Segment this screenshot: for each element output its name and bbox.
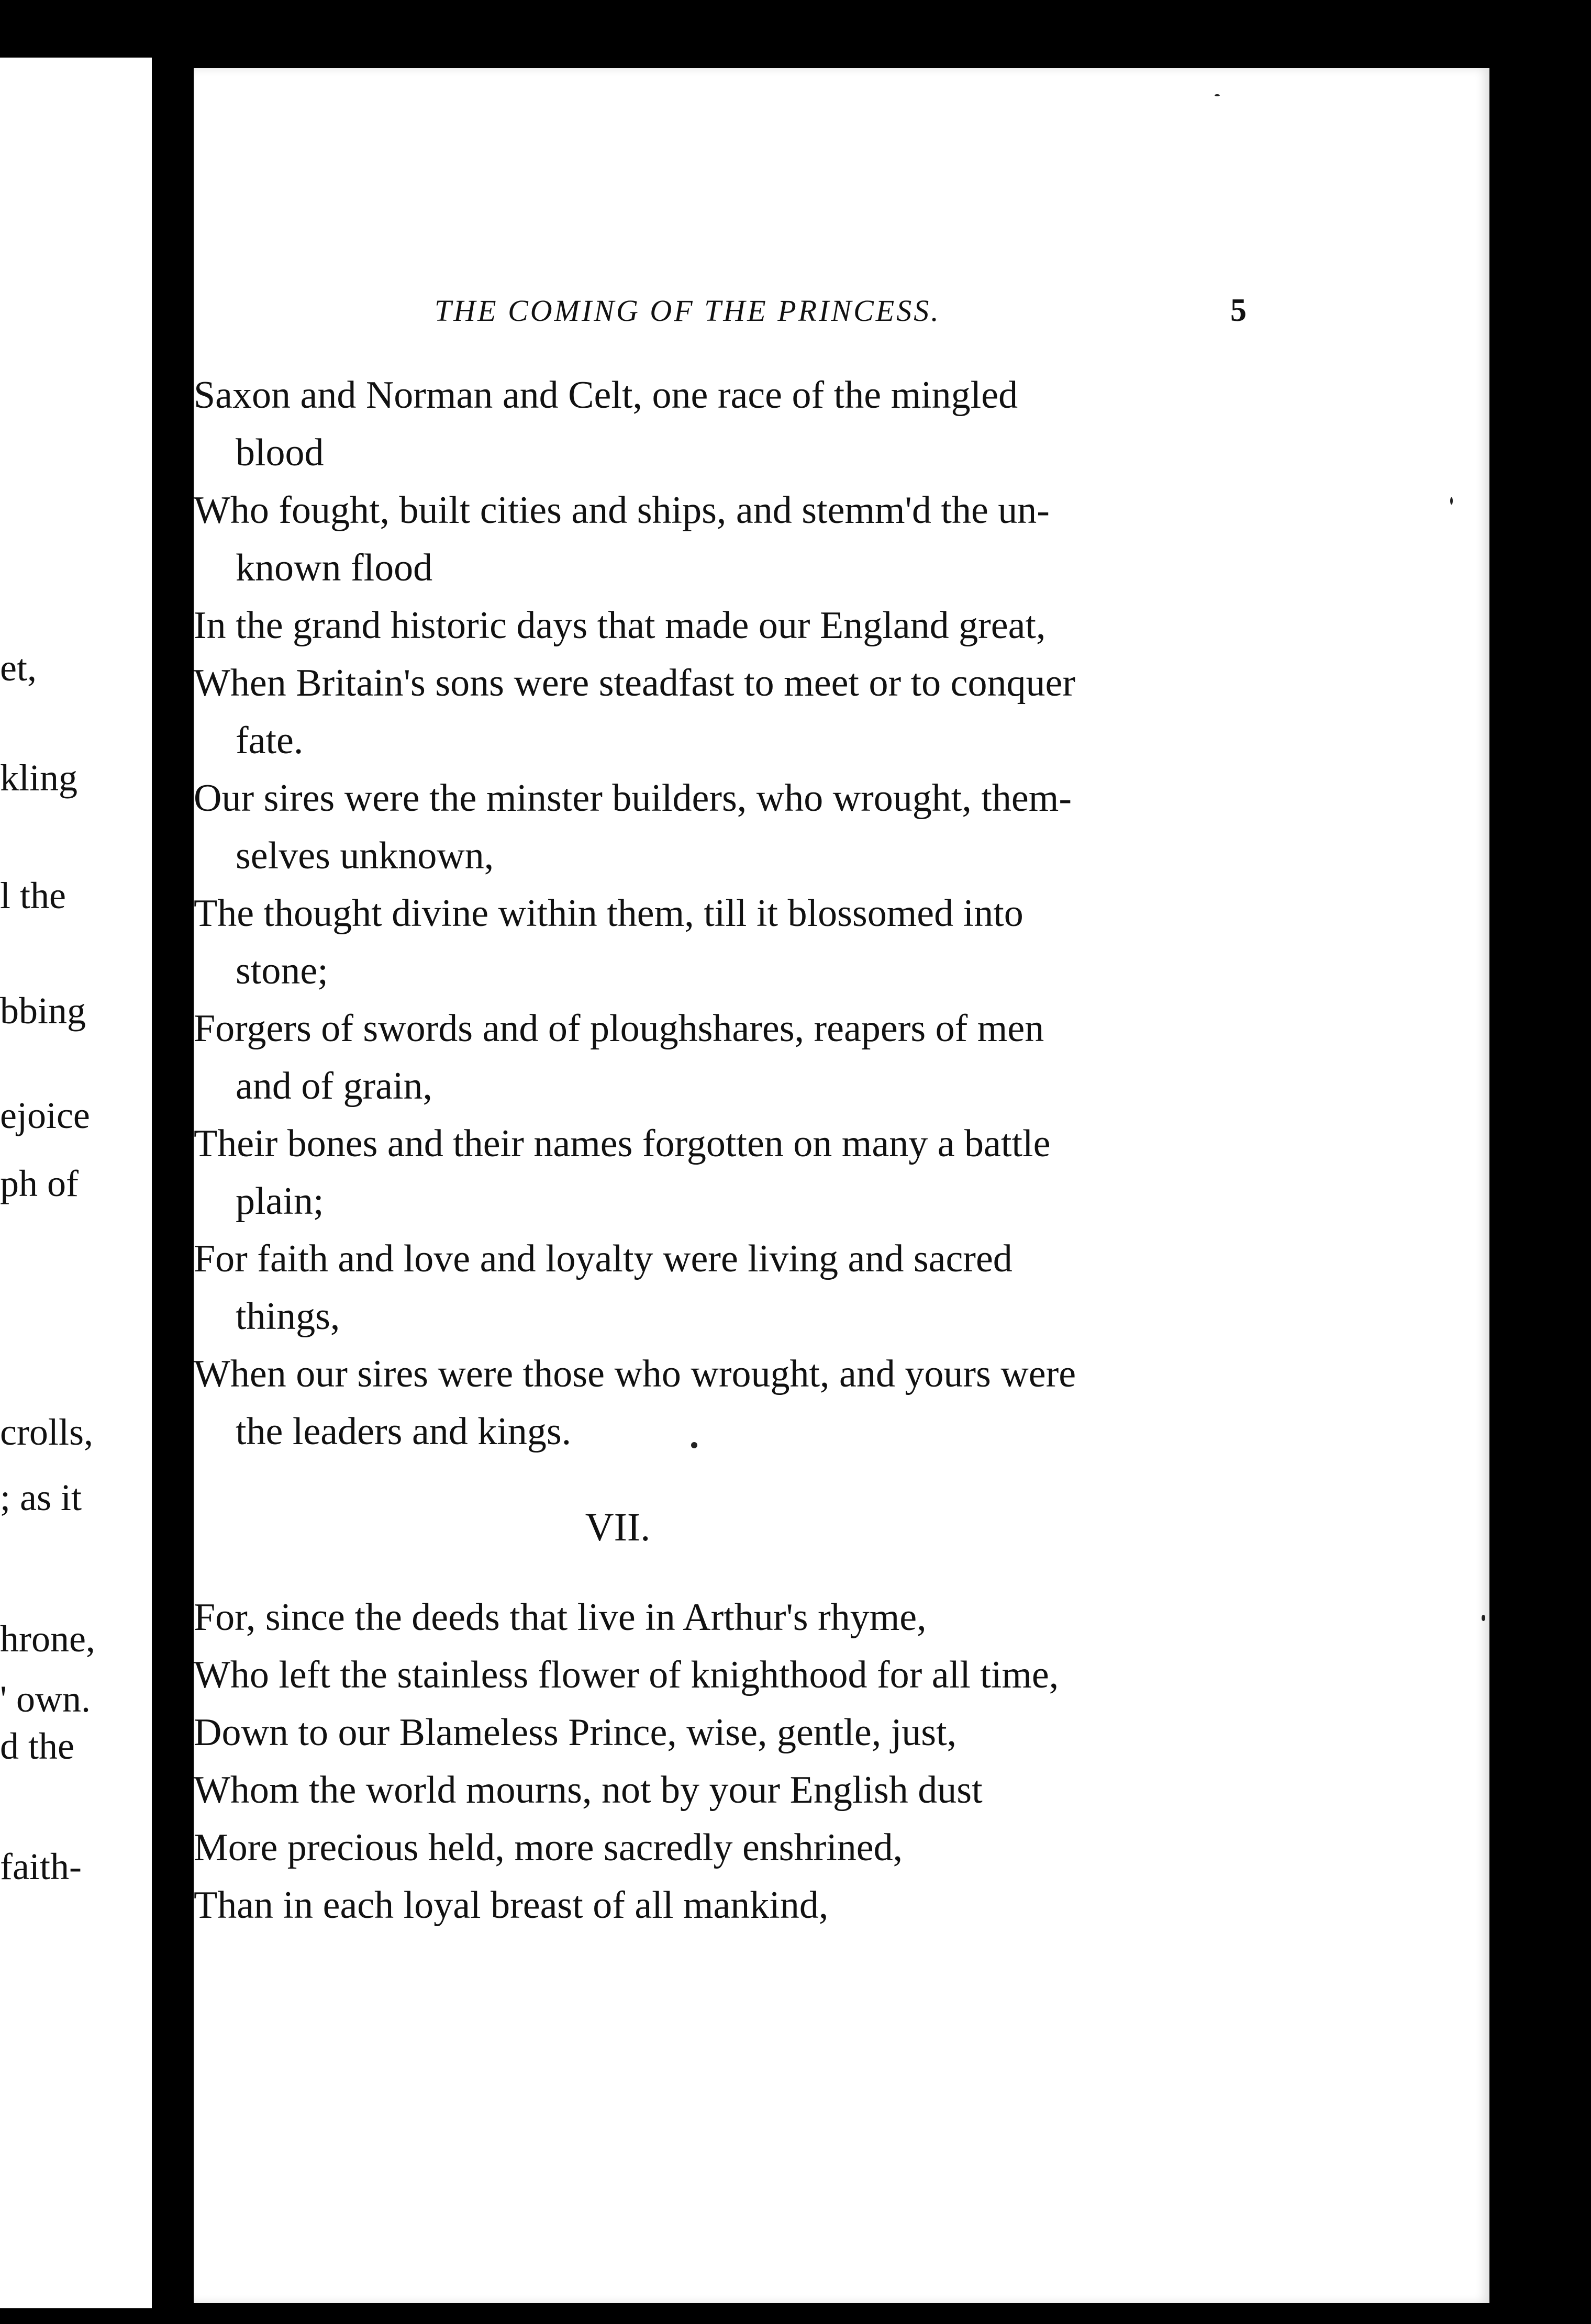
verse-line: selves unknown, [236,834,494,877]
page-number: 5 [1230,293,1247,328]
verse-line: For faith and love and loyalty were living and sacred [194,1237,1013,1280]
left-fragment: hrone, [0,1618,95,1660]
section-heading: VII. [585,1505,651,1549]
stanza-seven [194,1589,1267,1934]
verse-line: Who left the stainless flower of knighthood for all time, [194,1653,1059,1696]
stanza-six [194,366,1267,1460]
verse-line: Our sires were the minster builders, who wrought, them- [194,777,1072,820]
verse-line: Whom the world mourns, not by your English dust [194,1769,983,1812]
book-page [194,68,1489,2303]
left-fragment: ; as it [0,1477,82,1518]
verse-line: things, [236,1295,340,1338]
running-header [194,293,1489,340]
verse-line: the leaders and kings. [236,1410,572,1453]
verse-line: blood [236,431,324,474]
left-fragment: ' own. [0,1678,91,1720]
left-fragment: l the [0,875,66,917]
verse-line: The thought divine within them, till it blossomed into [194,892,1023,935]
scan-speck [691,1442,697,1448]
verse-line: Saxon and Norman and Celt, one race of the mingled [194,374,1018,417]
verse-line: known flood [236,546,433,589]
running-title: THE COMING OF THE PRINCESS. [435,294,941,328]
left-fragment: et, [0,647,37,689]
left-fragment: crolls, [0,1411,93,1453]
left-fragment: ph of [0,1163,79,1204]
left-fragment: ejoice [0,1094,90,1136]
verse-line: When Britain's sons were steadfast to meet or to conquer [194,662,1076,705]
scan-speck [1450,497,1453,505]
verse-line: and of grain, [236,1065,433,1108]
left-fragment: faith- [0,1846,82,1887]
verse-line: Who fought, built cities and ships, and stemm'd the un- [194,489,1050,532]
verse-line: fate. [236,719,304,762]
verse-line: Down to our Blameless Prince, wise, gentle, just, [194,1711,957,1754]
verse-line: More precious held, more sacredly enshrined, [194,1826,903,1869]
verse-line: plain; [236,1180,324,1223]
verse-line: stone; [236,949,328,992]
verse-line: When our sires were those who wrought, and yours were [194,1353,1076,1395]
book-gutter [152,0,194,2324]
verse-line: Their bones and their names forgotten on many a battle [194,1122,1051,1165]
left-fragment: kling [0,757,78,799]
scan-speck [1215,94,1220,96]
verse-line: Forgers of swords and of ploughshares, reapers of men [194,1007,1044,1050]
left-fragment: d the [0,1725,74,1767]
previous-page-strip [0,58,152,2308]
verse-line: In the grand historic days that made our England great, [194,604,1046,647]
left-fragment: bbing [0,990,86,1032]
verse-line: Than in each loyal breast of all mankind, [194,1884,829,1927]
verse-line: For, since the deeds that live in Arthur's rhyme, [194,1596,927,1639]
scan-speck [1482,1615,1485,1621]
